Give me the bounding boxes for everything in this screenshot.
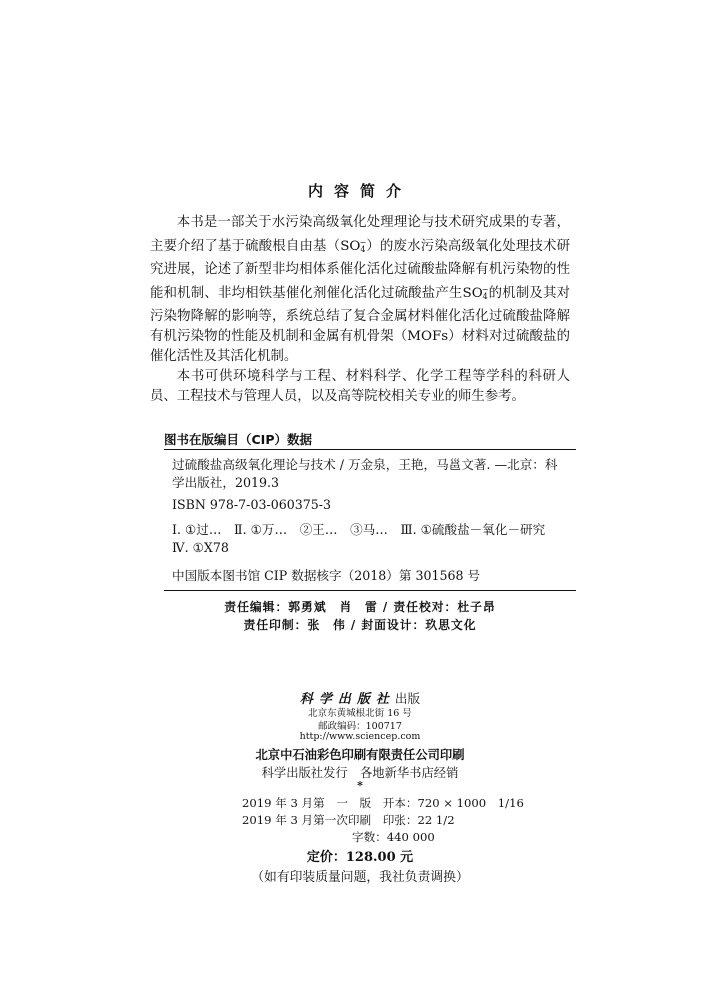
separator-star: * bbox=[357, 779, 363, 792]
summary-text-b: ）的废水污染高级氧化处理技术研究进展，论述了新型非均相体系催化活化过硫酸盐降解有机污染物的性能和机制、非均相铁基催化剂催化活化过硫酸盐产生SO bbox=[150, 239, 571, 301]
cip-class-line-2: Ⅳ. ①X78 bbox=[172, 540, 229, 555]
cip-classification bbox=[172, 521, 572, 557]
cip-class-line-1: Ⅰ. ①过… Ⅱ. ①万… ②王… ③马… Ⅲ. ①硫酸盐－氧化－研究 bbox=[172, 522, 546, 537]
distribution-line: 科学出版社发行 各地新华书店经销 bbox=[261, 766, 459, 780]
publisher-name: 科学出版社 bbox=[299, 692, 395, 707]
quality-notice: （如有印装质量问题，我社负责调换） bbox=[251, 870, 469, 885]
summary-paragraph-1 bbox=[150, 213, 570, 367]
subscript-4: 4 bbox=[360, 245, 366, 254]
cip-title-line-2: 学出版社，2019.3 bbox=[172, 475, 280, 490]
cip-verification: 中国版本图书馆 CIP 数据核字（2018）第 301568 号 bbox=[172, 568, 481, 583]
superscript-minus: − bbox=[359, 238, 367, 247]
cip-bottom-rule bbox=[164, 590, 576, 591]
summary-paragraph-2: 本书可供环境科学与工程、材料科学、化学工程等学科的科研人员、工程技术与管理人员，以及高等院校相关专业的师生参考。 bbox=[150, 369, 570, 404]
summary-heading: 内容简介 bbox=[307, 182, 412, 200]
production-credits: 责任印制：张 伟 / 封面设计：玖思文化 bbox=[243, 618, 477, 632]
publisher-address: 北京东黄城根北街 16 号 bbox=[308, 708, 412, 719]
summary-text-c: 的机制及其对污染物降解的影响等，系统总结了复合金属材料催化活化过硫酸盐降解有机污染物的性能及机制和金属有机骨架（MOFs）材料对过硫酸盐的催化活性及其活化机制。 bbox=[150, 286, 570, 364]
edition-spec-line: 2019 年 3 月第 一 版 开本：720 × 1000 1/16 bbox=[242, 796, 524, 810]
word-count: 字数：440 000 bbox=[352, 830, 435, 844]
printing-spec-line: 2019 年 3 月第一次印刷 印张：22 1/2 bbox=[242, 813, 455, 827]
cip-title-entry bbox=[172, 456, 572, 492]
publisher-website: http://www.sciencep.com bbox=[299, 731, 421, 742]
printer-line: 北京中石油彩色印刷有限责任公司印刷 bbox=[255, 747, 465, 762]
editor-credits: 责任编辑：郭勇斌 肖 雷 / 责任校对：杜子昂 bbox=[224, 600, 496, 614]
subscript-4: 4 bbox=[482, 292, 488, 301]
publisher-action: 出版 bbox=[394, 691, 421, 706]
cip-heading: 图书在版编目（CIP）数据 bbox=[164, 432, 312, 447]
cip-top-rule bbox=[164, 449, 576, 450]
summary-text-a: 本书是一部关于水污染高级氧化处理理论与技术研究成果的专著，主要介绍了基于硫酸根自由基（SO bbox=[150, 215, 570, 254]
summary-body bbox=[150, 213, 570, 407]
cip-isbn: ISBN 978-7-03-060375-3 bbox=[172, 497, 332, 512]
superscript-minus: − bbox=[481, 285, 489, 294]
publisher-postcode: 邮政编码：100717 bbox=[318, 721, 402, 732]
cip-title-line-1: 过硫酸盐高级氧化理论与技术 / 万金泉，王艳，马邕文著. —北京：科 bbox=[172, 457, 558, 472]
price: 定价：128.00 元 bbox=[306, 850, 414, 865]
